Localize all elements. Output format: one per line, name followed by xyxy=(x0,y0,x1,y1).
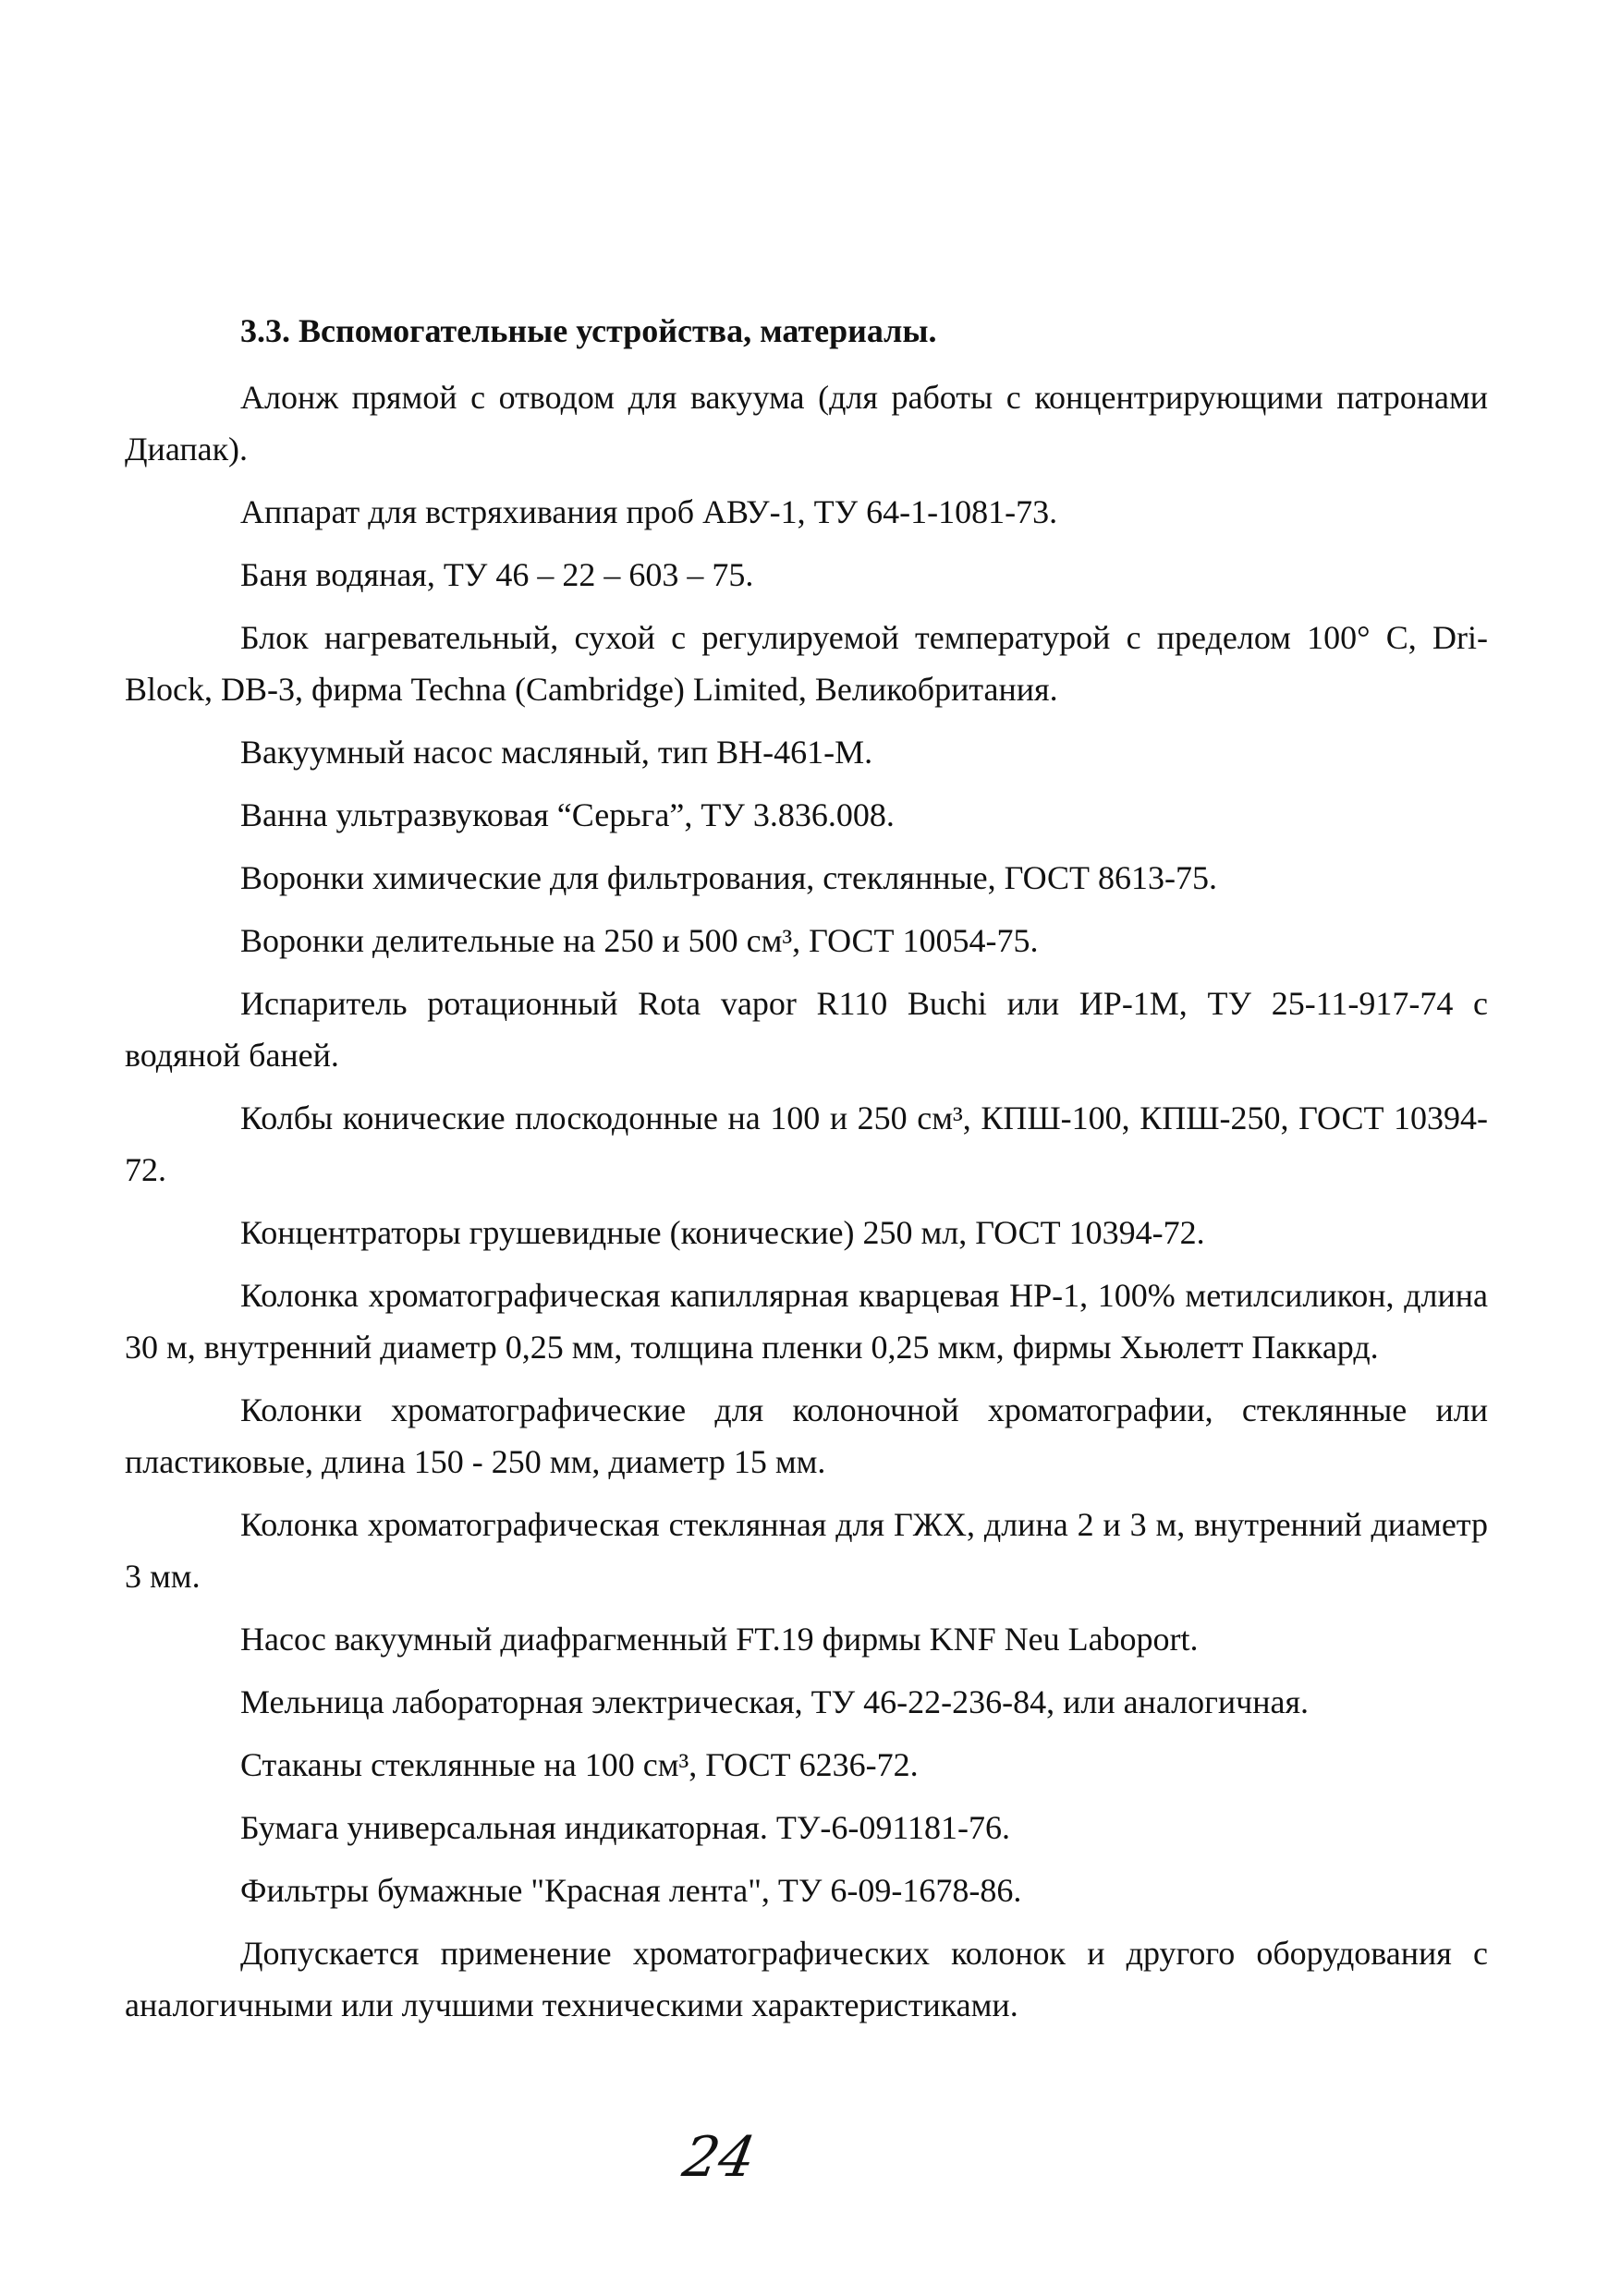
list-item: Алонж прямой с отводом для вакуума (для работы с концентрирующими патронами Диапак). xyxy=(125,379,1488,468)
page-number: 24 xyxy=(677,2125,761,2190)
page-content xyxy=(125,305,1488,2042)
list-item: Бумага универсальная индикаторная. ТУ-6-091181-76. xyxy=(240,1809,1011,1846)
list-item: Насос вакуумный диафрагменный FT.19 фирмы KNF Neu Laboport. xyxy=(240,1621,1199,1658)
list-item: Ванна ультразвуковая “Серьга”, ТУ 3.836.008. xyxy=(240,796,895,833)
list-item: Баня водяная, ТУ 46 – 22 – 603 – 75. xyxy=(240,556,754,593)
list-item: Вакуумный насос масляный, тип ВН-461-М. xyxy=(240,734,873,771)
list-item: Колбы конические плоскодонные на 100 и 250 см³, КПШ-100, КПШ-250, ГОСТ 10394-72. xyxy=(125,1099,1488,1188)
list-item: Воронки химические для фильтрования, стеклянные, ГОСТ 8613-75. xyxy=(240,859,1217,896)
list-item: Мельница лабораторная электрическая, ТУ 46-22-236-84, или аналогичная. xyxy=(240,1683,1310,1720)
list-item: Испаритель ротационный Rota vapor R110 Buchi или ИР-1М, ТУ 25-11-917-74 с водяной баней. xyxy=(125,985,1488,1074)
closing-note: Допускается применение хроматографических колонок и другого оборудования с аналогичными или лучшими техническими характеристиками. xyxy=(125,1935,1488,2023)
list-item: Блок нагревательный, сухой с регулируемой температурой с пределом 100° C, Dri-Block, DB-3, фирма Techna (Cambridge) Limited, Великобритания. xyxy=(125,619,1488,708)
section-heading: 3.3. Вспомогательные устройства, материалы. xyxy=(240,312,937,349)
list-item: Воронки делительные на 250 и 500 см³, ГОСТ 10054-75. xyxy=(240,922,1039,959)
list-item: Концентраторы грушевидные (конические) 250 мл, ГОСТ 10394-72. xyxy=(240,1214,1205,1251)
list-item: Аппарат для встряхивания проб АВУ-1, ТУ 64-1-1081-73. xyxy=(240,493,1058,530)
list-item: Фильтры бумажные "Красная лента", ТУ 6-09-1678-86. xyxy=(240,1872,1022,1909)
list-item: Колонка хроматографическая капиллярная кварцевая НР-1, 100% метилсиликон, длина 30 м, внутренний диаметр 0,25 мм, толщина пленки 0,25 мкм, фирмы Хьюлетт Паккард. xyxy=(125,1277,1488,1366)
list-item: Стаканы стеклянные на 100 см³, ГОСТ 6236-72. xyxy=(240,1746,919,1783)
list-item: Колонка хроматографическая стеклянная для ГЖХ, длина 2 и 3 м, внутренний диаметр 3 мм. xyxy=(125,1506,1488,1595)
list-item: Колонки хроматографические для колоночной хроматографии, стеклянные или пластиковые, длина 150 - 250 мм, диаметр 15 мм. xyxy=(125,1391,1488,1480)
